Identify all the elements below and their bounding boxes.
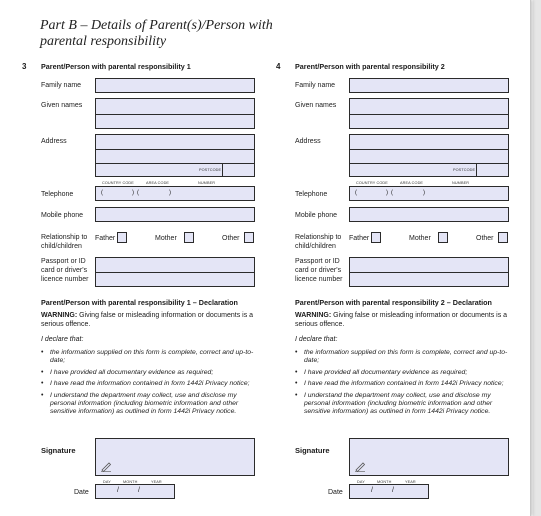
- father-label: Father: [95, 235, 116, 242]
- day-caption: DAY: [103, 480, 111, 484]
- declaration-heading: Parent/Person with parental responsibility 2 – Declaration: [295, 298, 492, 307]
- page-title: Part B – Details of Parent(s)/Person with parental responsibility: [40, 18, 273, 49]
- section-number: 3: [22, 62, 27, 71]
- parent-1-column: [22, 0, 262, 516]
- year-caption: YEAR: [405, 480, 416, 484]
- signature-field[interactable]: [349, 438, 509, 476]
- number-caption: NUMBER: [198, 181, 216, 185]
- parent-2-column: [276, 0, 516, 516]
- father-checkbox[interactable]: [371, 232, 381, 243]
- other-checkbox[interactable]: [244, 232, 254, 243]
- given-names-label: Given names: [295, 102, 337, 109]
- list-item: • the information supplied on this form is complete, correct and up-to-date;: [41, 349, 261, 366]
- passport-field[interactable]: [349, 257, 509, 287]
- father-label: Father: [349, 235, 370, 242]
- declaration-list: [295, 349, 515, 420]
- other-label: Other: [222, 235, 240, 242]
- address-field[interactable]: [349, 134, 509, 177]
- mother-checkbox[interactable]: [184, 232, 194, 243]
- day-caption: DAY: [357, 480, 365, 484]
- mobile-phone-field[interactable]: [95, 207, 255, 222]
- list-item: • I have read the information contained in form 1442i Privacy notice;: [41, 380, 261, 388]
- pen-icon: [100, 460, 112, 472]
- given-names-label: Given names: [41, 102, 83, 109]
- given-names-field[interactable]: [95, 98, 255, 129]
- list-item: • I have provided all documentary evidence as required;: [41, 369, 261, 377]
- i-declare-text: I declare that:: [41, 336, 84, 343]
- relationship-label: Relationship to child/children: [295, 234, 342, 250]
- family-name-label: Family name: [41, 82, 82, 89]
- father-checkbox[interactable]: [117, 232, 127, 243]
- date-label: Date: [328, 489, 343, 496]
- postcode-caption: POSTCODE: [199, 168, 222, 172]
- year-caption: YEAR: [151, 480, 162, 484]
- passport-label: Passport or ID card or driver's licence number: [295, 258, 343, 283]
- mother-label: Mother: [155, 235, 177, 242]
- date-field[interactable]: / /: [95, 484, 175, 499]
- list-item: • the information supplied on this form is complete, correct and up-to-date;: [295, 349, 515, 366]
- relationship-label: Relationship to child/children: [41, 234, 88, 250]
- passport-label: Passport or ID card or driver's licence number: [41, 258, 89, 283]
- other-checkbox[interactable]: [498, 232, 508, 243]
- section-number: 4: [276, 62, 281, 71]
- mobile-phone-label: Mobile phone: [295, 212, 338, 219]
- family-name-field[interactable]: [349, 78, 509, 93]
- address-field[interactable]: [95, 134, 255, 177]
- list-item: • I understand the department may collect, use and disclose my personal information (including biometric information and other sensitive information) as outlined in form 1442i Privacy notice.: [295, 392, 515, 417]
- pen-icon: [354, 460, 366, 472]
- postcode-field[interactable]: [222, 163, 255, 176]
- list-item: • I understand the department may collect, use and disclose my personal information (including biometric information and other sensitive information) as outlined in form 1442i Privacy notice.: [41, 392, 261, 417]
- declaration-heading: Parent/Person with parental responsibility 1 – Declaration: [41, 298, 238, 307]
- area-code-caption: AREA CODE: [146, 181, 170, 185]
- other-label: Other: [476, 235, 494, 242]
- family-name-label: Family name: [295, 82, 336, 89]
- window-scrollbar[interactable]: [533, 0, 541, 516]
- warning-text: WARNING: Giving false or misleading information or documents is a serious offence.: [295, 312, 508, 328]
- section-heading: Parent/Person with parental responsibility 1: [41, 62, 191, 71]
- list-item: • I have read the information contained in form 1442i Privacy notice;: [295, 380, 515, 388]
- i-declare-text: I declare that:: [295, 336, 338, 343]
- date-label: Date: [74, 489, 89, 496]
- list-item: • I have provided all documentary evidence as required;: [295, 369, 515, 377]
- country-code-caption: COUNTRY CODE: [102, 181, 134, 185]
- area-code-caption: AREA CODE: [400, 181, 424, 185]
- month-caption: MONTH: [123, 480, 138, 484]
- month-caption: MONTH: [377, 480, 392, 484]
- telephone-label: Telephone: [295, 191, 328, 198]
- country-code-caption: COUNTRY CODE: [356, 181, 388, 185]
- warning-text: WARNING: Giving false or misleading information or documents is a serious offence.: [41, 312, 254, 328]
- number-caption: NUMBER: [452, 181, 470, 185]
- mobile-phone-field[interactable]: [349, 207, 509, 222]
- signature-label: Signature: [41, 446, 76, 455]
- signature-field[interactable]: [95, 438, 255, 476]
- section-heading: Parent/Person with parental responsibility 2: [295, 62, 445, 71]
- given-names-field[interactable]: [349, 98, 509, 129]
- declaration-list: [41, 349, 261, 420]
- telephone-field[interactable]: ( ) ( ): [349, 186, 509, 201]
- telephone-field[interactable]: ( ) ( ): [95, 186, 255, 201]
- address-label: Address: [41, 138, 67, 145]
- family-name-field[interactable]: [95, 78, 255, 93]
- postcode-field[interactable]: [476, 163, 509, 176]
- signature-label: Signature: [295, 446, 330, 455]
- mobile-phone-label: Mobile phone: [41, 212, 84, 219]
- postcode-caption: POSTCODE: [453, 168, 476, 172]
- passport-field[interactable]: [95, 257, 255, 287]
- telephone-label: Telephone: [41, 191, 74, 198]
- mother-checkbox[interactable]: [438, 232, 448, 243]
- mother-label: Mother: [409, 235, 431, 242]
- address-label: Address: [295, 138, 321, 145]
- date-field[interactable]: / /: [349, 484, 429, 499]
